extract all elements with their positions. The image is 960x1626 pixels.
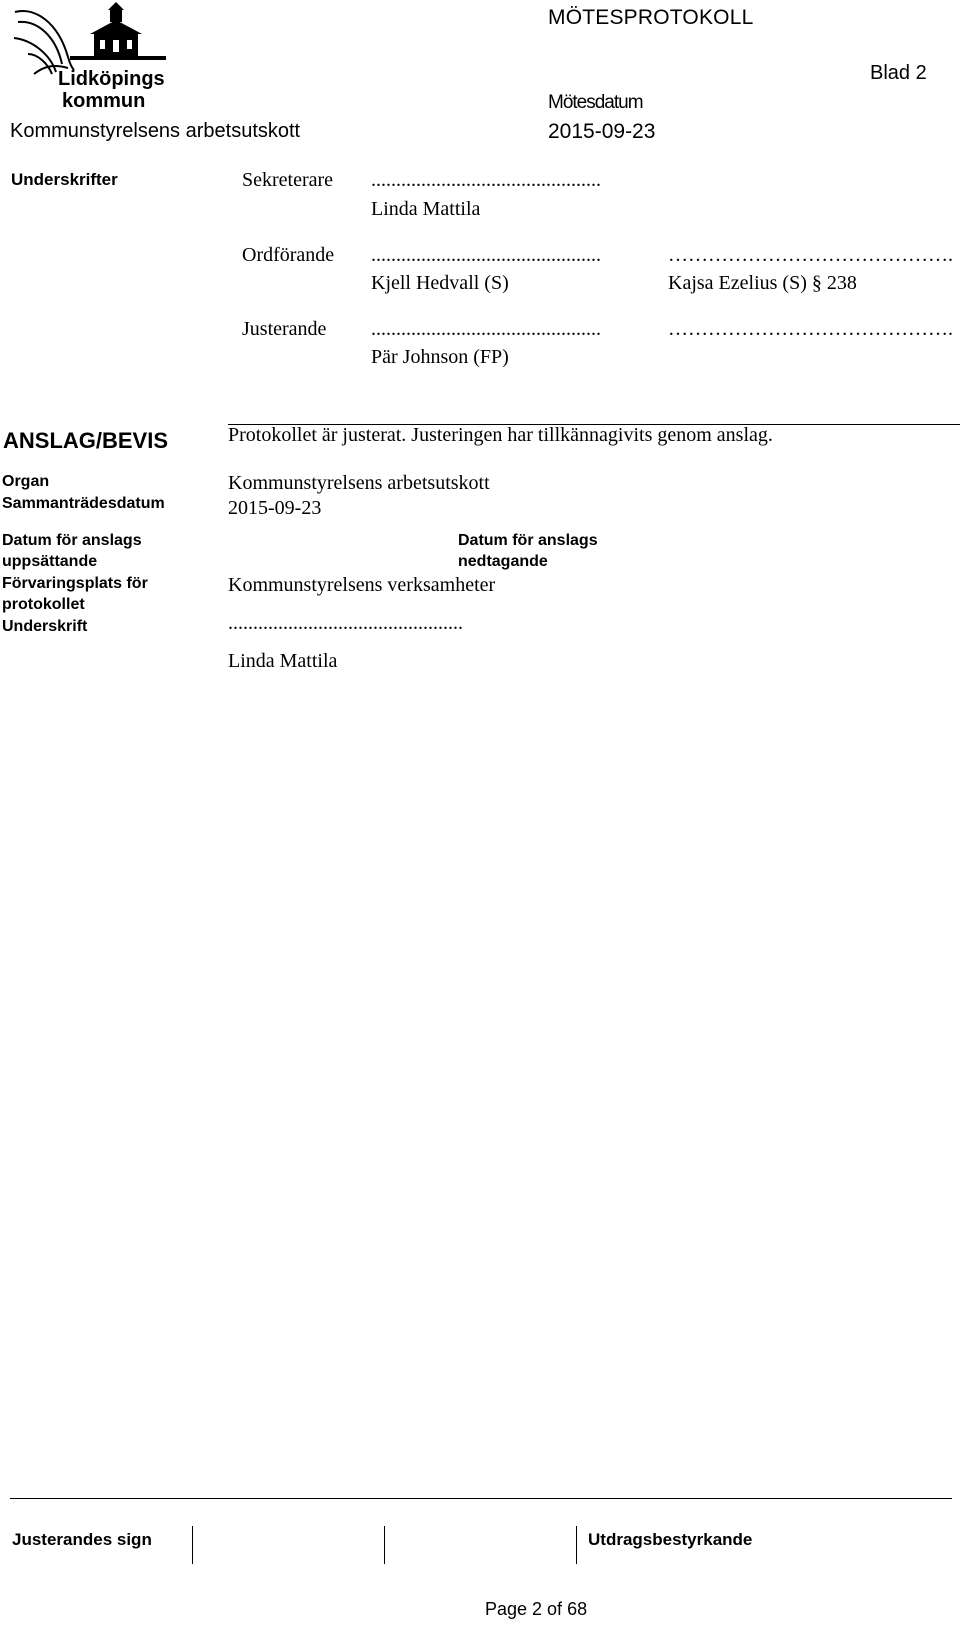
adjuster2-signature-line: ……………………………………. xyxy=(668,318,953,340)
meeting-date-field-label: Sammanträdesdatum xyxy=(2,495,165,512)
extract-certifier-label: Utdragsbestyrkande xyxy=(588,1530,753,1549)
adjuster-role: Justerande xyxy=(242,318,327,340)
signature-label: Underskrift xyxy=(2,618,88,635)
chair-role: Ordförande xyxy=(242,244,335,266)
meeting-date-field-value: 2015-09-23 xyxy=(228,497,322,519)
storage-label-line1: Förvaringsplats för xyxy=(2,575,148,592)
second-signatory-name: Kajsa Ezelius (S) xyxy=(668,272,807,294)
removal-date-label-line2: nedtagande xyxy=(458,553,548,570)
footer-separator-3 xyxy=(576,1526,577,1564)
notice-signature-name: Linda Mattila xyxy=(228,650,338,672)
logo-text-line1: Lidköpings xyxy=(58,68,165,90)
second-signature-line: ……………………………………. xyxy=(668,244,953,266)
removal-date-label-line1: Datum för anslags xyxy=(458,532,598,549)
storage-value: Kommunstyrelsens verksamheter xyxy=(228,574,496,596)
posting-date-label-line2: uppsättande xyxy=(2,553,98,570)
chair-signature-line: .............................................. xyxy=(371,244,601,266)
secretary-role: Sekreterare xyxy=(242,169,334,191)
adjuster-name: Pär Johnson (FP) xyxy=(371,346,509,368)
footer-separator-1 xyxy=(192,1526,193,1564)
notice-signature-line: ............................................... xyxy=(228,612,463,634)
logo-text-line2: kommun xyxy=(62,90,146,112)
chair-name: Kjell Hedvall (S) xyxy=(371,272,509,294)
signatures-label: Underskrifter xyxy=(11,170,118,189)
adjuster-signature-line: .............................................. xyxy=(371,318,601,340)
secretary-signature-line: .............................................. xyxy=(371,169,601,191)
meeting-date: 2015-09-23 xyxy=(548,120,656,143)
notice-statement: Protokollet är justerat. Justeringen har tillkännagivits genom anslag. xyxy=(228,424,773,446)
page-number: Page 2 of 68 xyxy=(485,1599,588,1619)
meeting-date-label: Mötesdatum xyxy=(548,92,643,113)
adjusters-sign-label: Justerandes sign xyxy=(12,1530,152,1549)
footer-divider xyxy=(10,1498,952,1499)
organization-name: Kommunstyrelsens arbetsutskott xyxy=(10,120,301,142)
paragraph-sign: § xyxy=(811,272,822,294)
second-signatory xyxy=(668,272,857,295)
municipality-logo xyxy=(10,2,170,112)
paragraph-number: 238 xyxy=(826,272,857,294)
notice-heading: ANSLAG/BEVIS xyxy=(3,428,169,453)
organ-value: Kommunstyrelsens arbetsutskott xyxy=(228,472,490,494)
secretary-name: Linda Mattila xyxy=(371,198,481,220)
posting-date-label-line1: Datum för anslags xyxy=(2,532,142,549)
footer-separator-2 xyxy=(384,1526,385,1564)
sheet-number: Blad 2 xyxy=(870,62,927,84)
organ-label: Organ xyxy=(2,473,50,490)
storage-label-line2: protokollet xyxy=(2,596,85,613)
document-type: MÖTESPROTOKOLL xyxy=(548,6,754,29)
